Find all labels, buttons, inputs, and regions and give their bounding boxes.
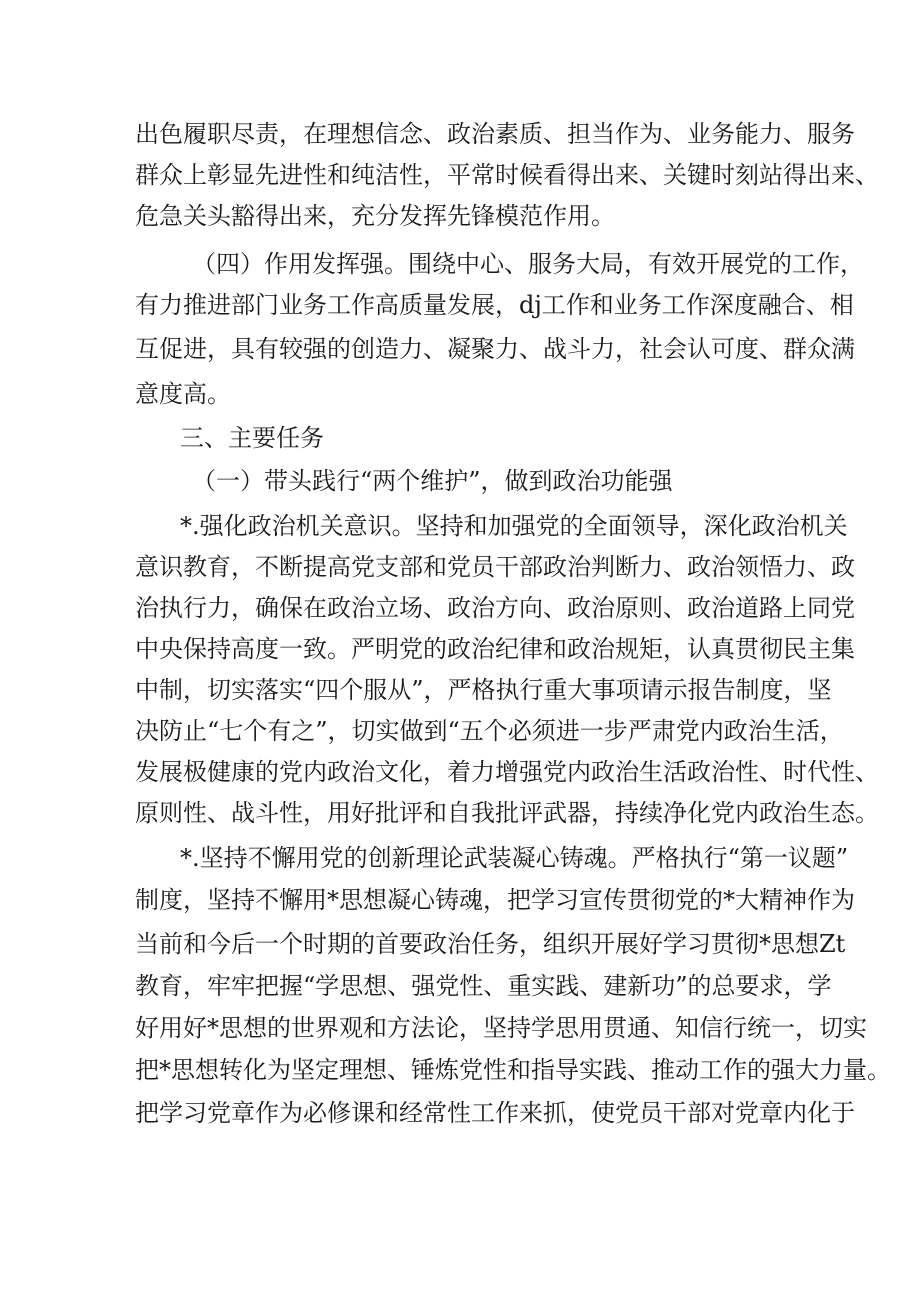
subsection-heading: （一）带头践行“两个维护”，做到政治功能强 bbox=[192, 467, 673, 495]
text-line-14: 中制，切实落实“四个服从”，严格执行重大事项请示报告制度，坚 bbox=[135, 676, 832, 704]
text-line-22: 好用好*思想的世界观和方法论，坚持学思用贯通、知信行统一，切实 bbox=[135, 1014, 867, 1042]
text-line-2: 群众上彰显先进性和纯洁性，平常时候看得出来、关键时刻站得出来、 bbox=[135, 161, 879, 189]
text-line-10: *.强化政治机关意识。坚持和加强党的全面领导，深化政治机关 bbox=[180, 512, 848, 540]
text-line-3: 危急关头豁得出来，充分发挥先锋模范作用。 bbox=[135, 202, 615, 230]
text-line-15: 决防止“七个有之”，切实做到“五个必须进一步严肃党内政治生活， bbox=[135, 717, 844, 745]
text-line-7: 意度高。 bbox=[135, 380, 231, 408]
text-line-21: 教育，牢牢把握“学思想、强党性、重实践、建新功”的总要求，学 bbox=[135, 972, 832, 1000]
text-line-20: 当前和今后一个时期的首要政治任务，组织开展好学习贯彻*思想Zt bbox=[135, 930, 846, 958]
text-line-6: 互促进，具有较强的创造力、凝聚力、战斗力，社会认可度、群众满 bbox=[135, 335, 855, 363]
text-line-1: 出色履职尽责，在理想信念、政治素质、担当作为、业务能力、服务 bbox=[135, 120, 855, 148]
text-line-17: 原则性、战斗性，用好批评和自我批评武器，持续净化党内政治生态。 bbox=[135, 799, 879, 827]
text-line-19: 制度，坚持不懈用*思想凝心铸魂，把学习宣传贯彻党的*大精神作为 bbox=[135, 886, 855, 914]
text-line-16: 发展极健康的党内政治文化，着力增强党内政治生活政治性、时代性、 bbox=[135, 758, 879, 786]
text-line-12: 治执行力，确保在政治立场、政治方向、政治原则、政治道路上同党 bbox=[135, 594, 855, 622]
text-line-24: 把学习党章作为必修课和经常性工作来抓，使党员干部对党章内化于 bbox=[135, 1099, 855, 1127]
section-heading: 三、主要任务 bbox=[180, 424, 324, 452]
text-line-18: *.坚持不懈用党的创新理论武装凝心铸魂。严格执行“第一议题” bbox=[180, 844, 849, 872]
text-line-4: （四）作用发挥强。围绕中心、服务大局，有效开展党的工作， bbox=[192, 250, 864, 278]
text-line-23: 把*思想转化为坚定理想、锤炼党性和指导实践、推动工作的强大力量。 bbox=[135, 1056, 891, 1084]
text-line-13: 中央保持高度一致。严明党的政治纪律和政治规矩，认真贯彻民主集 bbox=[135, 635, 855, 663]
text-line-11: 意识教育，不断提高党支部和党员干部政治判断力、政治领悟力、政 bbox=[135, 553, 855, 581]
text-line-5: 有力推进部门业务工作高质量发展，dj工作和业务工作深度融合、相 bbox=[135, 291, 854, 319]
